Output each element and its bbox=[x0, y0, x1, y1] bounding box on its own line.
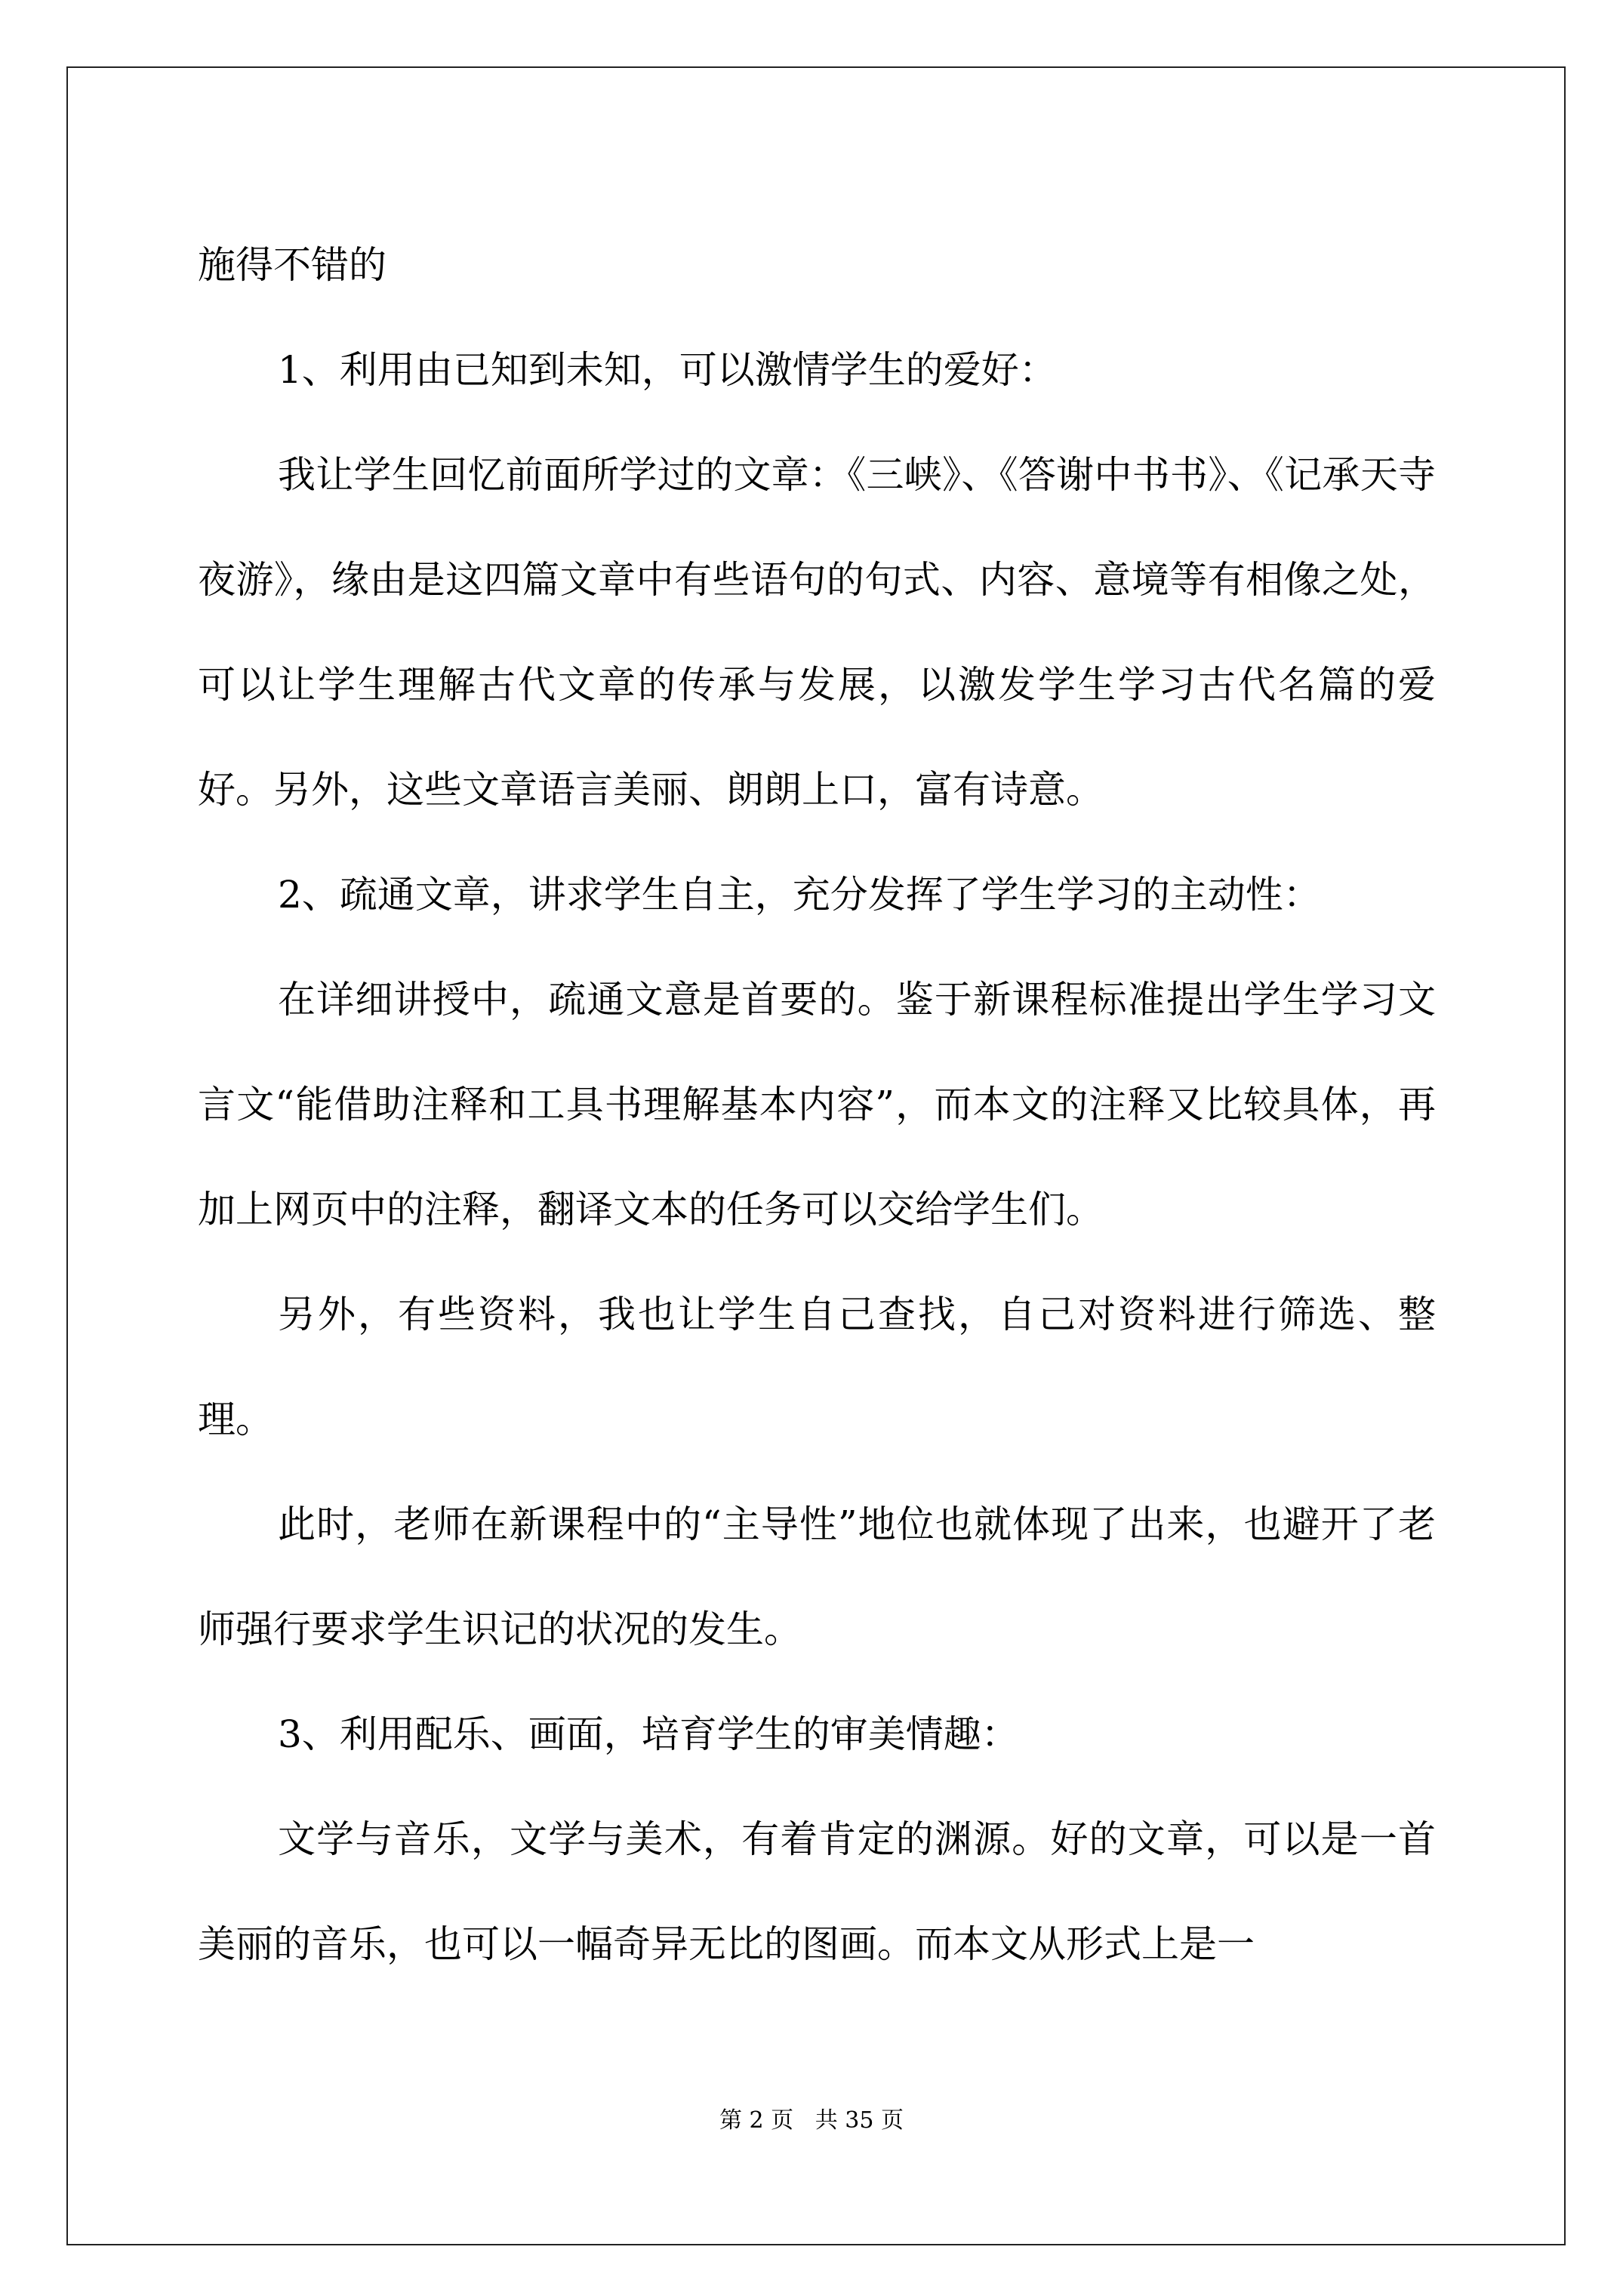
paragraph-6: 另外，有些资料，我也让学生自己查找，自己对资料进行筛选、整理。 bbox=[198, 1293, 1436, 1441]
paragraph-5: 在详细讲授中，疏通文意是首要的。鉴于新课程标准提出学生学习文言文“能借助注释和工具书理解基本内容”，而本文的注释又比较具体，再加上网页中的注释，翻译文本的任务可以交给学生们。 bbox=[198, 978, 1436, 1231]
document-body bbox=[198, 213, 1436, 1997]
paragraph-9: 文学与音乐，文学与美术，有着肯定的渊源。好的文章，可以是一首美丽的音乐，也可以一幅奇异无比的图画。而本文从形式上是一 bbox=[198, 1817, 1436, 1966]
paragraph-2: 1、利用由已知到未知，可以激情学生的爱好： bbox=[278, 348, 1057, 392]
paragraph-7: 此时，老师在新课程中的“主导性”地位也就体现了出来，也避开了老师强行要求学生识记的状况的发生。 bbox=[198, 1502, 1436, 1651]
paragraph-1: 施得不错的 bbox=[198, 243, 387, 287]
paragraph-8: 3、利用配乐、画面，培育学生的审美情趣： bbox=[278, 1712, 1019, 1756]
paragraph-4: 2、疏通文章，讲求学生自主，充分发挥了学生学习的主动性： bbox=[278, 873, 1321, 917]
page-number-footer: 第 2 页 共 35 页 bbox=[719, 2107, 904, 2134]
paragraph-3: 我让学生回忆前面所学过的文章：《三峡》、《答谢中书书》、《记承天寺夜游》，缘由是这四篇文章中有些语句的句式、内容、意境等有相像之处，可以让学生理解古代文章的传承与发展，以激发学生学习古代名篇的爱好。另外，这些文章语言美丽、朗朗上口，富有诗意。 bbox=[198, 453, 1436, 812]
